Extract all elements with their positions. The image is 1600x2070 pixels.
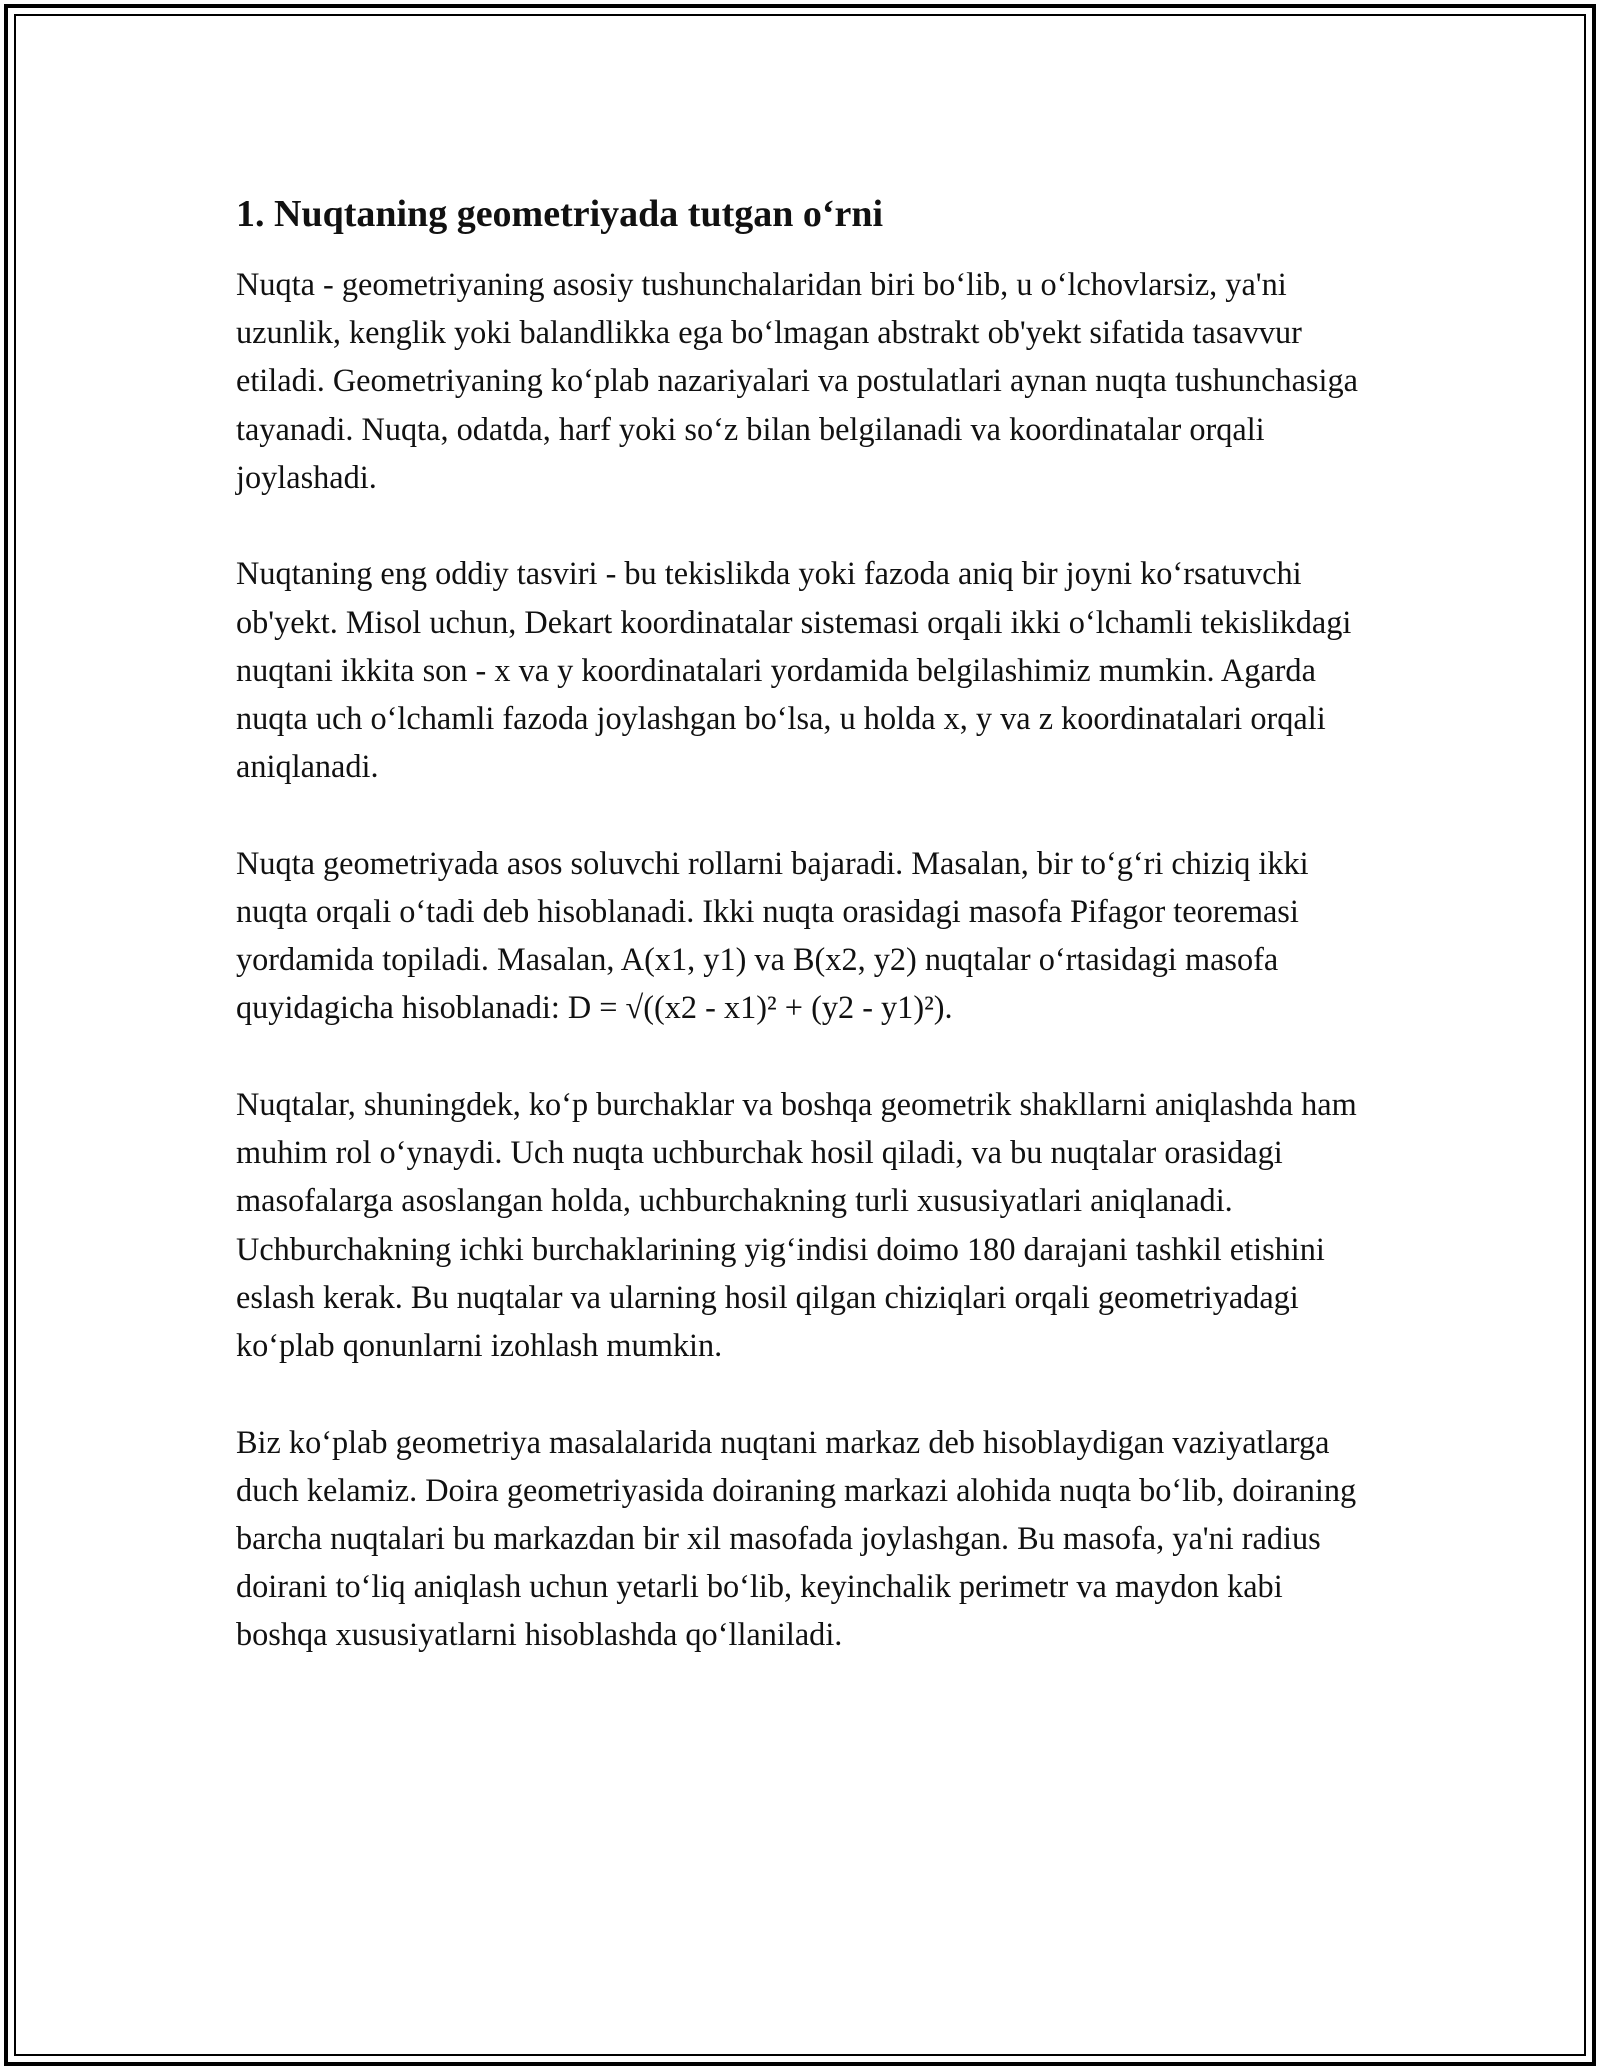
- paragraph-1: Nuqta - geometriyaning asosiy tushunchalaridan biri bo‘lib, u o‘lchovlarsiz, ya'ni uzunlik, kenglik yoki balandlikka ega bo‘lmagan abstrakt ob'yekt sifatida tasavvur etiladi. Geometriyaning ko‘plab nazariyalari va postulatlari aynan nuqta tushunchasiga tayanadi. Nuqta, odatda, harf yoki so‘z bilan belgilanadi va koordinatalar orqali joylashadi.: [236, 266, 1358, 495]
- document-body: [236, 188, 1376, 1707]
- section-heading: 1. Nuqtaning geometriyada tutgan o‘rni: [236, 193, 884, 235]
- paragraph-3: Nuqta geometriyada asos soluvchi rollarni bajaradi. Masalan, bir to‘g‘ri chiziq ikki nuqta orqali o‘tadi deb hisoblanadi. Ikki nuqta orasidagi masofa Pifagor teoremasi yordamida topiladi. Masalan, A(x1, y1) va B(x2, y2) nuqtalar o‘rtasidagi masofa quyidagicha hisoblanadi: D = √((x2 - x1)² + (y2 - y1)²).: [236, 844, 1309, 1026]
- paragraph-4: Nuqtalar, shuningdek, ko‘p burchaklar va boshqa geometrik shakllarni aniqlashda ham muhim rol o‘ynaydi. Uch nuqta uchburchak hosil qiladi, va bu nuqtalar orasidagi masofalarga asoslangan holda, uchburchakning turli xususiyatlari aniqlanadi. Uchburchakning ichki burchaklarining yig‘indisi doimo 180 darajani tashkil etishini eslash kerak. Bu nuqtalar va ularning hosil qilgan chiziqlari orqali geometriyadagi ko‘plab qonunlarni izohlash mumkin.: [236, 1086, 1357, 1364]
- paragraph-5: Biz ko‘plab geometriya masalalarida nuqtani markaz deb hisoblaydigan vaziyatlarga duch kelamiz. Doira geometriyasida doiraning markazi alohida nuqta bo‘lib, doiraning barcha nuqtalari bu markazdan bir xil masofada joylashgan. Bu masofa, ya'ni radius doirani to‘liq aniqlash uchun yetarli bo‘lib, keyinchalik perimetr va maydon kabi boshqa xususiyatlarni hisoblashda qo‘llaniladi.: [236, 1423, 1357, 1653]
- paragraph-2: Nuqtaning eng oddiy tasviri - bu tekislikda yoki fazoda aniq bir joyni ko‘rsatuvchi ob'yekt. Misol uchun, Dekart koordinatalar sistemasi orqali ikki o‘lchamli tekislikdagi nuqtani ikkita son - x va y koordinatalari yordamida belgilashimiz mumkin. Agarda nuqta uch o‘lchamli fazoda joylashgan bo‘lsa, u holda x, y va z koordinatalari orqali aniqlanadi.: [236, 555, 1352, 785]
